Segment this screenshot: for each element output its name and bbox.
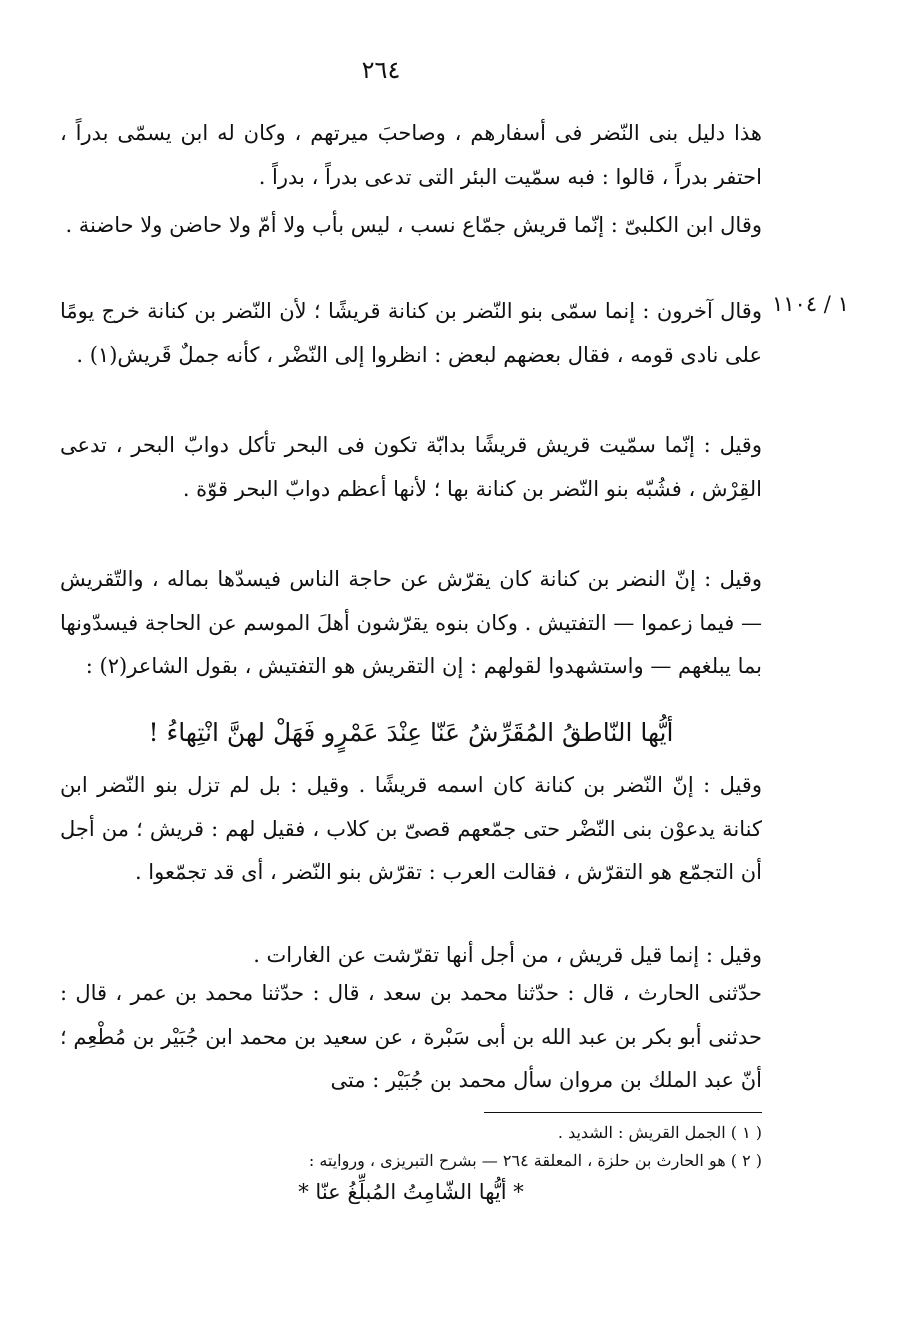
paragraph-kalbi: وقال ابن الكلبىّ : إنّما قريش جمّاع نسب ، ليس بأب ولا أمّ ولا حاضن ولا حاضنة . <box>65 213 762 237</box>
paragraph-taqrish: وقيل : إنّ النضر بن كنانة كان يقرّش عن حاجة الناس فيسدّها بماله ، والتّقريش — فيما زعموا — التفتيش . وكان بنوه يقرّشون أهلَ الموسم عن الحاجة فيسدّونها بما يبلغهم — واستشهدوا لقولهم : إن التقريش هو التفتيش ، بقول الشاعر(٢) : <box>60 567 762 678</box>
footnote-2: ( ٢ ) هو الحارث بن حلزة ، المعلقة ٢٦٤ — بشرح التبريزى ، وروايته : <box>308 1151 762 1170</box>
paragraph-qusayy: وقيل : إنّ النّضر بن كنانة كان اسمه قريشًا . وقيل : بل لم تزل بنو النّضر ابن كنانة يدعوْن بنى النّضْر حتى جمّعهم قصىّ بن كلاب ، فقيل لهم : قريش ؛ من أجل أن التجمّع هو التقرّش ، فقالت العرب : تقرّش بنو النّضر ، أى قد تجمّعوا . <box>60 773 762 884</box>
paragraph-badr: هذا دليل بنى النّضر فى أسفارهم ، وصاحبَ ميرتهم ، وكان له ابن يسمّى بدراً ، احتفر بدراً ، قالوا : فبه سمّيت البئر التى تدعى بدراً ، بدراً . <box>60 121 762 189</box>
paragraph-nadr-camel: وقال آخرون : إنما سمّى بنو النّضر بن كنانة قريشًا ؛ لأن النّضر بن كنانة خرج يومًا على نادى قومه ، فقال بعضهم لبعض : انظروا إلى النّضْر ، كأنه جملٌ قَريش(١) . <box>60 299 762 367</box>
footnote-verse: * أيُّها الشّامِتُ المُبلِّغُ عنّا * <box>298 1180 524 1204</box>
paragraph-raids: وقيل : إنما قيل قريش ، من أجل أنها تقرّشت عن الغارات . <box>253 943 762 967</box>
margin-reference: ١ / ١١٠٤ <box>772 292 849 316</box>
footnote-1: ( ١ ) الجمل القريش : الشديد . <box>557 1123 762 1142</box>
footnote-divider <box>484 1112 762 1113</box>
paragraph-isnad: حدّثنى الحارث ، قال : حدّثنا محمد بن سعد ، قال : حدّثنا محمد بن عمر ، قال : حدثنى أبو بكر بن عبد الله بن أبى سَبْرة ، عن سعيد بن محمد ابن جُبَيْر بن مُطْعِم ؛ أنّ عبد الملك بن مروان سأل محمد بن جُبَيْر : متى <box>60 981 762 1092</box>
paragraph-sea-creature: وقيل : إنّما سمّيت قريش قريشًا بدابّة تكون فى البحر تأكل دوابّ البحر ، تدعى القِرْش ، فشُبّه بنو النّضر بن كنانة بها ؛ لأنها أعظم دوابّ البحر قوّة . <box>60 433 762 501</box>
poem-verse: أيُّها النّاطقُ المُقَرِّشُ عَنّا عِنْدَ عَمْرٍو فَهَلْ لهنَّ انْتِهاءُ ! <box>148 718 674 747</box>
page-number: ٢٦٤ <box>361 56 401 84</box>
